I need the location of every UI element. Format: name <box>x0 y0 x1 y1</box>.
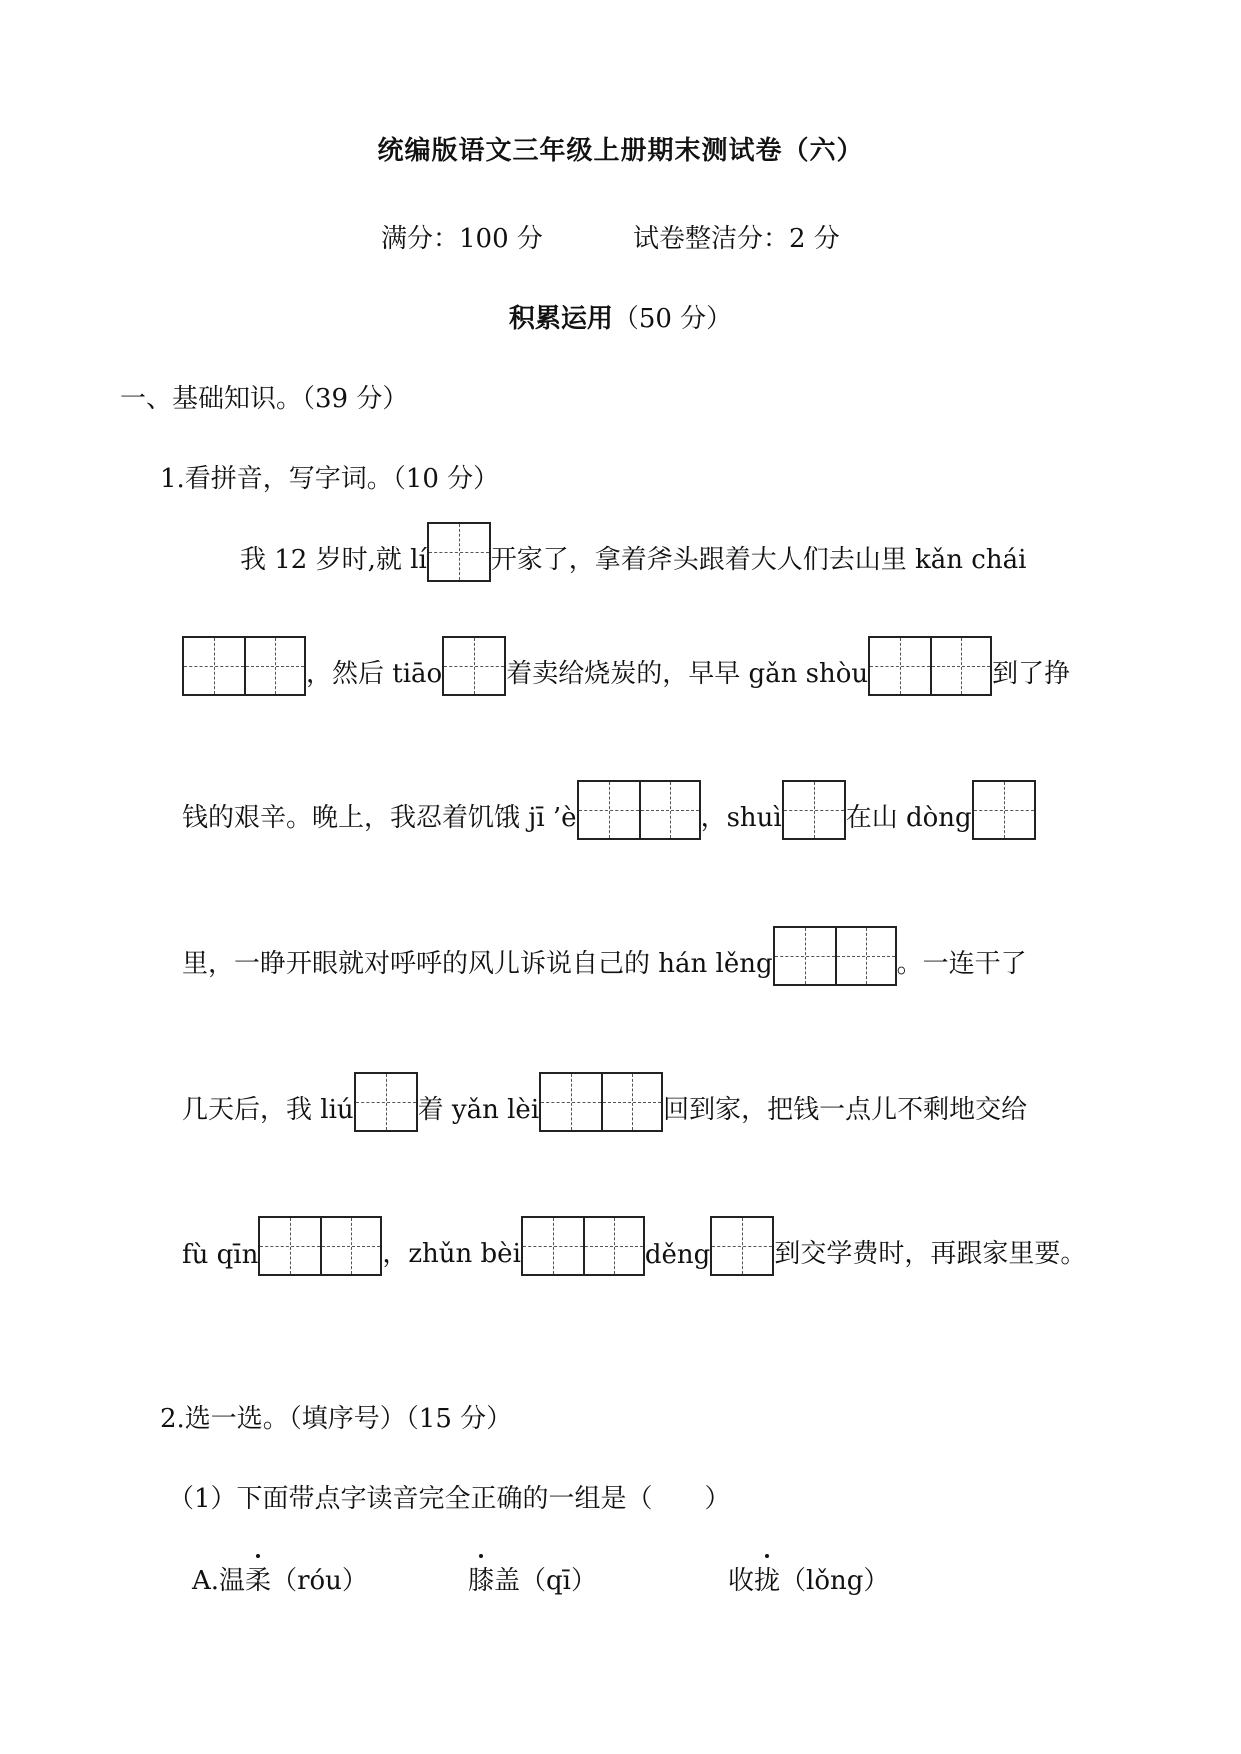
full-score: 满分：100 分 <box>381 224 543 254</box>
option-c[interactable] <box>728 1560 889 1597</box>
answer-grid[interactable] <box>539 1072 663 1132</box>
passage-line-3 <box>182 780 1036 834</box>
passage-text: fù qīn <box>182 1240 259 1270</box>
passage-text: ，然后 tiāo <box>306 659 443 689</box>
option-b[interactable] <box>468 1560 597 1597</box>
passage-text: 到交学费时，再跟家里要。 <box>774 1239 1087 1269</box>
passage-text: 钱的艰辛。晚上，我忍着饥饿 jī ’è <box>182 803 577 833</box>
option-a[interactable] <box>192 1560 368 1597</box>
neatness-score: 试卷整洁分：2 分 <box>633 224 840 254</box>
option-text: 收 <box>728 1566 755 1596</box>
passage-text: 着卖给烧炭的，早早 gǎn shòu <box>506 659 869 689</box>
part-heading: 一、基础知识。（39 分） <box>120 384 409 414</box>
answer-grid[interactable] <box>710 1216 774 1276</box>
option-text: 盖（qī） <box>494 1566 597 1596</box>
answer-grid[interactable] <box>442 636 506 696</box>
question-2-1-prompt: （1）下面带点字读音完全正确的一组是（ ） <box>168 1484 731 1514</box>
option-pinyin: （róu） <box>271 1566 368 1596</box>
dotted-character: 柔 <box>245 1560 271 1597</box>
passage-text: ，shuì <box>700 803 782 833</box>
passage-text: 。一连干了 <box>896 949 1027 979</box>
passage-line-4 <box>182 926 1027 980</box>
passage-text: 我 12 岁时,就 lí <box>240 545 427 575</box>
section-score: （50 分） <box>612 304 733 334</box>
passage-text: děng <box>644 1240 711 1270</box>
dotted-character: 膝 <box>468 1560 494 1597</box>
option-text: A.温 <box>192 1566 246 1596</box>
section-title <box>0 298 1241 335</box>
passage-text: 在山 dòng <box>845 803 972 833</box>
page-title: 统编版语文三年级上册期末测试卷（六） <box>377 136 864 166</box>
passage-text: 开家了，拿着斧头跟着大人们去山里 kǎn chái <box>490 545 1027 575</box>
passage-line-1 <box>240 522 1026 576</box>
passage-line-5 <box>182 1072 1027 1126</box>
passage-line-6 <box>182 1216 1086 1270</box>
question-2-heading: 2.选一选。（填序号）（15 分） <box>160 1404 513 1434</box>
answer-grid[interactable] <box>521 1216 645 1276</box>
answer-grid[interactable] <box>782 780 846 840</box>
passage-text: 着 yǎn lèi <box>417 1095 540 1125</box>
answer-grid[interactable] <box>577 780 701 840</box>
answer-grid[interactable] <box>868 636 992 696</box>
passage-text: ，zhǔn bèi <box>382 1239 521 1269</box>
answer-grid[interactable] <box>427 522 491 582</box>
passage-text: 到了挣 <box>992 659 1071 689</box>
section-name: 积累运用 <box>508 304 613 334</box>
answer-grid[interactable] <box>972 780 1036 840</box>
question-1-heading: 1.看拼音，写字词。（10 分） <box>160 464 500 494</box>
answer-grid[interactable] <box>773 926 897 986</box>
passage-text: 几天后，我 liú <box>182 1095 354 1125</box>
passage-text: 回到家，把钱一点儿不剩地交给 <box>663 1095 1028 1125</box>
passage-text: 里，一睁开眼就对呼呼的风儿诉说自己的 hán lěng <box>182 949 773 979</box>
answer-grid[interactable] <box>354 1072 418 1132</box>
answer-grid[interactable] <box>258 1216 382 1276</box>
dotted-character: 拢 <box>754 1560 780 1597</box>
answer-grid[interactable] <box>182 636 306 696</box>
passage-line-2 <box>182 636 1070 690</box>
option-pinyin: （lǒng） <box>780 1566 890 1596</box>
